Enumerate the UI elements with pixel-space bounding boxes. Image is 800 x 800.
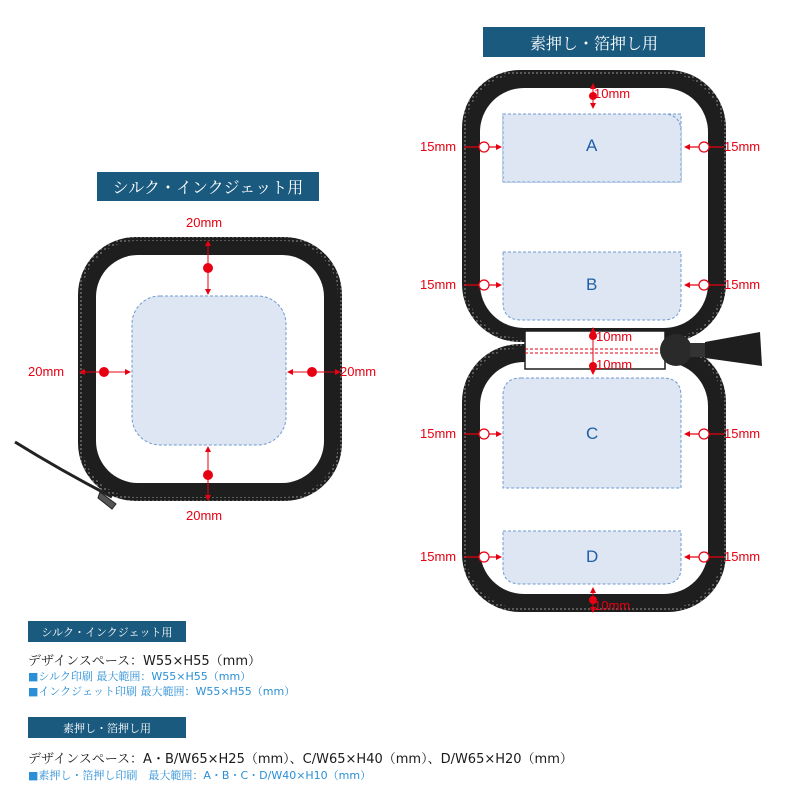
left-dim-left: 20mm (28, 364, 65, 379)
info-silk-sub1: ■シルク印刷 最大範囲：W55×H55（mm） (28, 670, 252, 683)
right-dim-d-left: 15mm (420, 549, 457, 564)
right-dim-mid-bottom: 10mm (596, 357, 633, 372)
left-dim-right: 20mm (340, 364, 377, 379)
right-zipper-tab (705, 332, 762, 366)
right-dim-a-right: 15mm (724, 139, 761, 154)
info-silk-main: デザインスペース：W55×H55（mm） (28, 654, 261, 669)
right-dim-bottom: 10mm (594, 598, 631, 613)
area-label-c: C (586, 424, 599, 443)
info-silk-sub2: ■インクジェット印刷 最大範囲：W55×H55（mm） (28, 685, 296, 698)
right-dim-c-left: 15mm (420, 426, 457, 441)
left-dim-bottom: 20mm (186, 508, 223, 523)
header-silk-inkjet: シルク・インクジェット用 (97, 172, 319, 201)
right-dim-mid-top: 10mm (596, 329, 633, 344)
right-dim-b-left: 15mm (420, 277, 457, 292)
info-emboss-main: デザインスペース：A・B/W65×H25（mm）、C/W65×H40（mm）、D/W65×H20（mm） (28, 752, 573, 767)
area-label-a: A (586, 136, 598, 155)
left-design-area (132, 296, 286, 445)
right-dim-b-right: 15mm (724, 277, 761, 292)
right-dim-a-left: 15mm (420, 139, 457, 154)
right-dim-c-right: 15mm (724, 426, 761, 441)
info-emboss-header: 素押し・箔押し用 (28, 717, 186, 738)
right-dim-top: 10mm (594, 86, 631, 101)
right-dim-d-right: 15mm (724, 549, 761, 564)
left-dim-top: 20mm (186, 215, 223, 230)
info-silk-header: シルク・インクジェット用 (28, 621, 186, 642)
header-emboss-foil: 素押し・箔押し用 (483, 27, 705, 57)
right-zipper-slider (660, 334, 692, 366)
area-label-d: D (586, 547, 599, 566)
area-label-b: B (586, 275, 598, 294)
info-emboss-sub: ■素押し・箔押し印刷 最大範囲：A・B・C・D/W40×H10（mm） (28, 769, 372, 782)
